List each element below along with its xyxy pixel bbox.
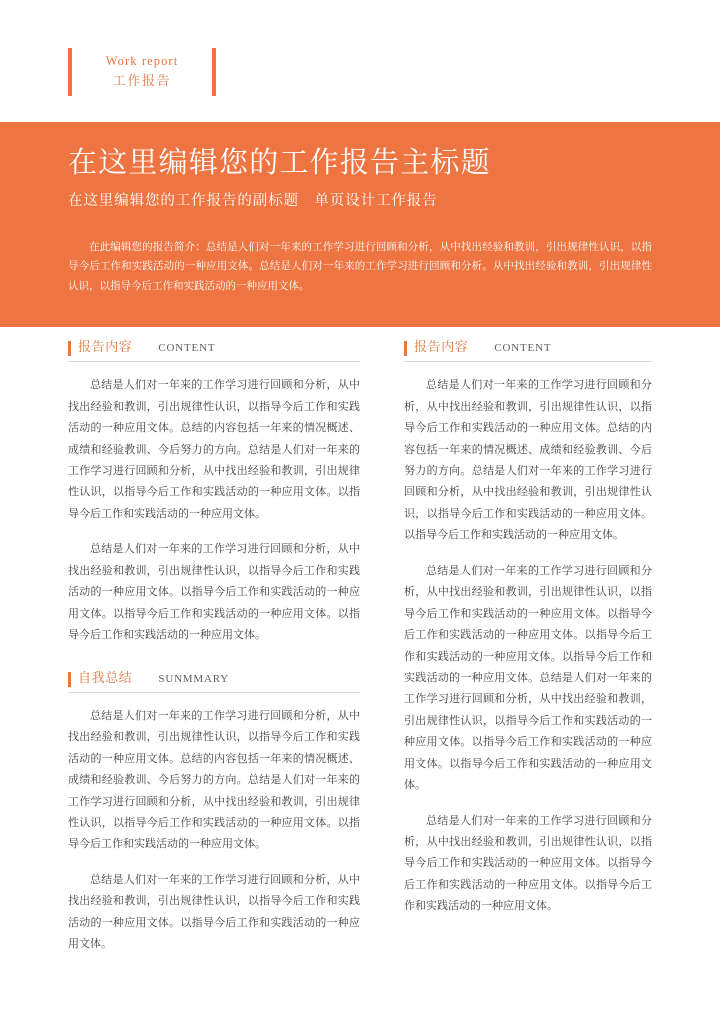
section-title-english: CONTENT [158,342,216,354]
section-body [68,375,360,646]
section-accent-bar-icon [404,341,407,356]
section-heading [404,340,652,362]
body-paragraph: 总结是人们对一年来的工作学习进行回顾和分析，从中找出经验和教训，引出规律性认识，以指导今后工作和实践活动的一种应用文体。总结的内容包括一年来的情况概述、成绩和经验教训、今后努力的方向。总结是人们对一年来的工作学习进行回顾和分析，从中找出经验和教训，引出规律性认识，以指导今后工作和实践活动的一种应用文体。以指导今后工作和实践活动的一种应用文体。 [404,379,652,542]
page-subtitle: 在这里编辑您的工作报告的副标题 单页设计工作报告 [68,193,438,209]
section-title-english: CONTENT [494,342,552,354]
hero-banner [0,122,720,327]
section-accent-bar-icon [68,672,71,687]
report-introduction-paragraph: 在此编辑您的报告简介：总结是人们对一年来的工作学习进行回顾和分析，从中找出经验和教训，引出规律性认识，以指导今后工作和实践活动的一种应用文体。总结是人们对一年来的工作学习进行回顾和分析。从中找出经验和教训，引出规律性认识，以指导今后工作和实践活动的一种应用文体。 [68,241,652,292]
masthead-chinese-label: 工作报告 [112,72,172,88]
masthead-badge [68,48,216,96]
body-paragraph: 总结是人们对一年来的工作学习进行回顾和分析，从中找出经验和教训，引出规律性认识，以指导今后工作和实践活动的一种应用文体。以指导今后工作和实践活动的一种应用文体。 [68,873,360,951]
masthead-right-accent-bar [212,48,216,96]
body-paragraph: 总结是人们对一年来的工作学习进行回顾和分析，从中找出经验和教训，引出规律性认识，以指导今后工作和实践活动的一种应用文体。以指导今后工作和实践活动的一种应用文体。以指导今后工作和实践活动的一种应用文体。以指导今后工作和实践活动的一种应用文体。总结是人们对一年来的工作学习进行回顾和分析，从中找出经验和教训，引出规律性认识，以指导今后工作和实践活动的一种应用文体。以指导今后工作和实践活动的一种应用文体。以指导今后工作和实践活动的一种应用文体。 [404,564,652,792]
section-title-chinese: 报告内容 [414,339,469,354]
section-heading [68,671,360,693]
section-title-english: SUNMMARY [158,672,229,685]
masthead [0,0,720,122]
masthead-text-block [72,48,212,96]
section-heading [68,340,360,362]
section-title-chinese: 报告内容 [78,339,133,354]
body-paragraph: 总结是人们对一年来的工作学习进行回顾和分析，从中找出经验和教训，引出规律性认识，以指导今后工作和实践活动的一种应用文体。以指导今后工作和实践活动的一种应用文体。以指导今后工作和实践活动的一种应用文体。 [404,814,652,913]
section-report-content-right [404,340,652,918]
section-self-summary-left [68,671,360,956]
section-accent-bar-icon [68,341,71,356]
left-column [68,340,360,962]
section-title-chinese: 自我总结 [78,669,133,685]
section-body [68,706,360,956]
right-column [404,340,652,924]
page-title: 在这里编辑您的工作报告主标题 [68,147,491,179]
masthead-english-label: Work report [105,53,179,68]
section-report-content-left [68,340,360,647]
body-paragraph: 总结是人们对一年来的工作学习进行回顾和分析，从中找出经验和教训，引出规律性认识，以指导今后工作和实践活动的一种应用文体。总结的内容包括一年来的情况概述、成绩和经验教训、今后努力的方向。总结是人们对一年来的工作学习进行回顾和分析，从中找出经验和教训，引出规律性认识，以指导今后工作和实践活动的一种应用文体。以指导今后工作和实践活动的一种应用文体。 [68,379,360,520]
section-body [404,375,652,918]
body-paragraph: 总结是人们对一年来的工作学习进行回顾和分析，从中找出经验和教训，引出规律性认识，以指导今后工作和实践活动的一种应用文体。以指导今后工作和实践活动的一种应用文体。以指导今后工作和实践活动的一种应用文体。以指导今后工作和实践活动的一种应用文体。 [68,543,360,642]
body-paragraph: 总结是人们对一年来的工作学习进行回顾和分析，从中找出经验和教训，引出规律性认识，以指导今后工作和实践活动的一种应用文体。总结的内容包括一年来的情况概述、成绩和经验教训、今后努力的方向。总结是人们对一年来的工作学习进行回顾和分析，从中找出经验和教训，引出规律性认识，以指导今后工作和实践活动的一种应用文体。以指导今后工作和实践活动的一种应用文体。 [68,709,360,851]
